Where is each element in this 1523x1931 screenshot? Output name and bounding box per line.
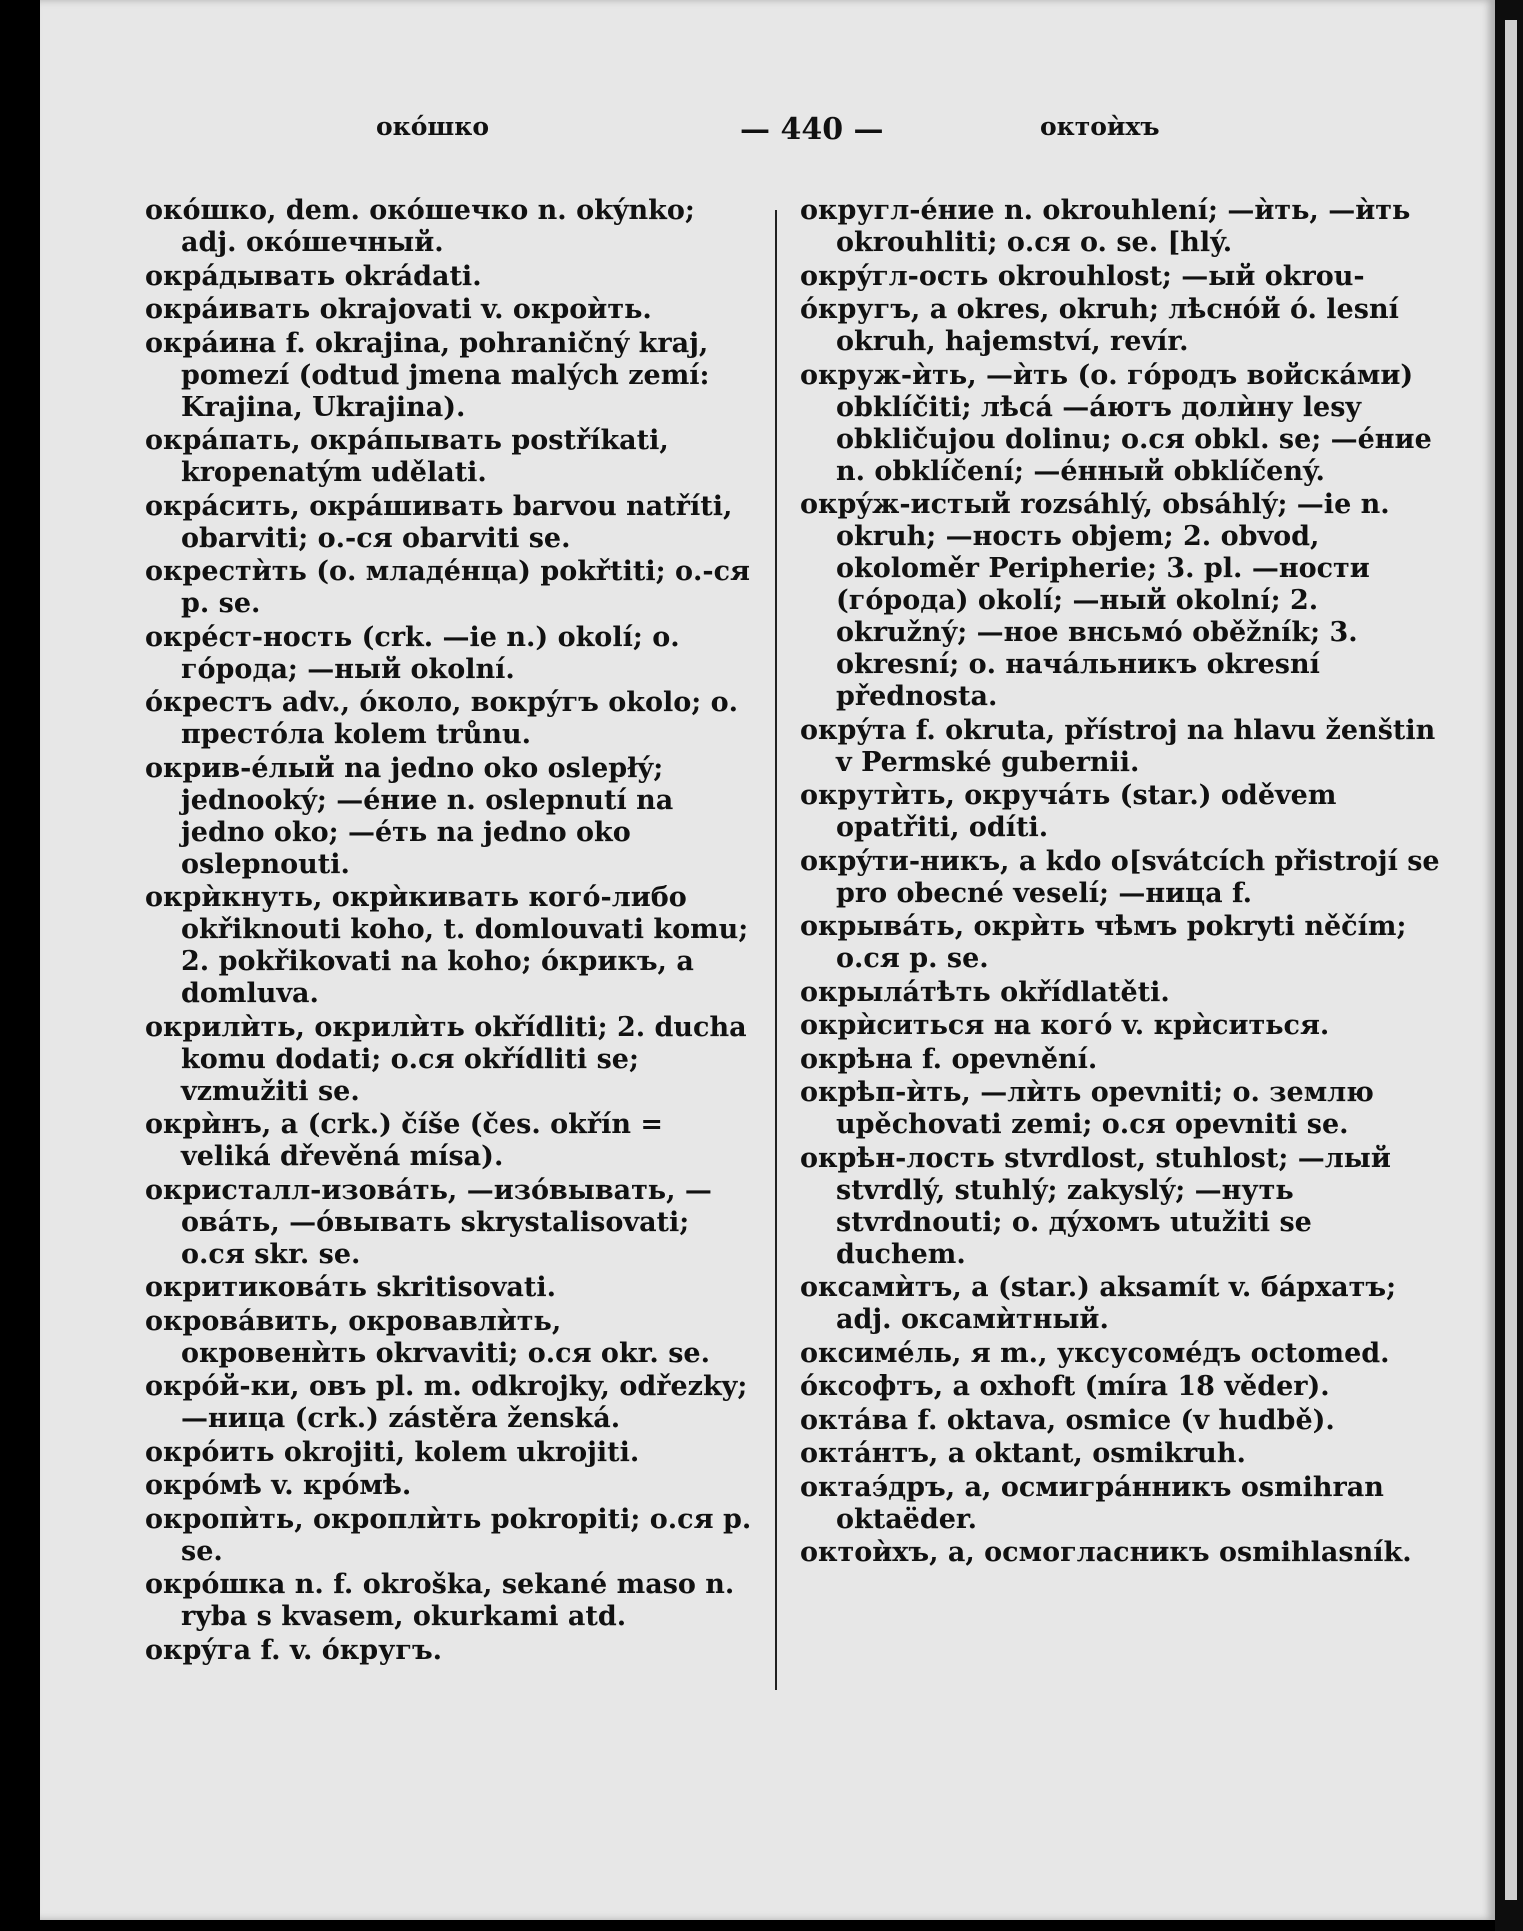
dictionary-entry: окрѣн-лость stvrdlost, stuhlost; —лый stvrdlý, stuhlý; zakyslý; —нуть stvrdnouti; о. дýхомъ utužiti se duchem.	[800, 1142, 1391, 1270]
dictionary-entry: окрýга f. v. óкругъ.	[145, 1634, 443, 1666]
dictionary-page	[40, 0, 1495, 1920]
dictionary-entry: окропѝть, окроплѝть pokropiti; о.ся p. se.	[145, 1503, 752, 1567]
page-header	[40, 112, 1495, 152]
dictionary-entry: октаэ́дръ, a, осмигрáнникъ osmihran oktaëder.	[800, 1471, 1384, 1535]
dictionary-entry: óкрестъ adv., óколо, вокрýгъ okolo; о. престóла kolem trůnu.	[145, 687, 739, 750]
dictionary-entry: окрóй-ки, овъ pl. m. odkrojky, odřezky; —ница (crk.) zástěra ženská.	[145, 1371, 748, 1434]
dictionary-entry: окрýгл-ость okrouhlost; —ый okrou-	[800, 260, 1365, 292]
header-left-guideword: окóшко	[376, 112, 490, 141]
left-column	[145, 195, 755, 1668]
dictionary-entry: окрылáтѣть okřídlatěti.	[800, 976, 1170, 1008]
dictionary-entry: окрóшка n. f. okroška, sekané maso n. ryba s kvasem, okurkami atd.	[145, 1569, 735, 1632]
dictionary-entry: óкругъ, a okres, okruh; лѣснóй ó. lesní okruh, hajemství, revír.	[800, 294, 1399, 357]
dictionary-entry: октáва f. oktava, osmice (v hudbě).	[800, 1404, 1335, 1436]
dictionary-entry: окрéст-ность (crk. —ie n.) okolí; о. гóрода; —ный okolní.	[145, 621, 680, 685]
dictionary-entry: окрáсить, окрáшивать barvou natříti, obarviti; о.-ся obarviti se.	[145, 490, 733, 554]
dictionary-entry: округл-éние n. okrouhlení; —ѝть, —ѝть okrouhliti; о.ся o. se. [hlý.	[800, 195, 1411, 258]
scan-border	[1495, 0, 1523, 1931]
dictionary-entry: окрáдывать okrádati.	[145, 260, 482, 292]
dictionary-entry: окрѣна f. opevnění.	[800, 1043, 1098, 1075]
dictionary-entry: окрывáть, окрѝть чѣмъ pokryti něčím; о.ся p. se.	[800, 911, 1407, 974]
dictionary-entry: окристалл-изовáть, —изóвывать, —овáть, —óвывать skrystalisovati; о.ся skr. se.	[145, 1174, 712, 1270]
dictionary-entry: окрóмѣ v. крóмѣ.	[145, 1470, 412, 1501]
dictionary-entry: окрѣп-ѝть, —лѝть opevniti; о. землю upěchovati zemi; о.ся opevniti se.	[800, 1077, 1374, 1140]
dictionary-entry: окрýти-никъ, a kdo o[svátcích přistrojí se pro obecné veselí; —ница f.	[800, 845, 1440, 909]
dictionary-entry: оксамѝтъ, a (star.) aksamít v. бáрхатъ; adj. оксамѝтный.	[800, 1272, 1397, 1335]
dictionary-entry: окровáвить, окровавлѝть, окровенѝть okrvaviti; о.ся okr. se.	[145, 1305, 710, 1369]
dictionary-entry: окрив-éлый na jedno oko oslepłý; jednooký; —éние n. oslepnutí na jedno oko; —éть na jedno oko oslepnouti.	[145, 752, 674, 880]
dictionary-entry: окрýж-истый rozsáhlý, obsáhlý; —ie n. okruh; —ность objem; 2. obvod, okoloměr Peripherie; 3. pl. —ности (гóрода) okolí; —ный okolní; 2. okružný; —ное внсьмó oběžník; 3. okresní; о. начáльникъ okresní přednosta.	[800, 489, 1390, 712]
header-right-guideword: октоѝхъ	[1040, 112, 1160, 141]
dictionary-entry: оксимéль, я m., уксусомéдъ octomed.	[800, 1337, 1390, 1369]
dictionary-entry: окрѝнъ, a (crk.) číše (čes. okřín = veliká dřevěná mísa).	[145, 1109, 664, 1172]
dictionary-entry: окрѝситься на когó v. крѝситься.	[800, 1010, 1330, 1041]
page-number: — 440 —	[740, 112, 884, 147]
dictionary-entry: окрѝкнуть, окрѝкивать когó-либо okřiknouti koho, t. domlouvati komu; 2. pokřikovati na koho; óкрикъ, a domluva.	[145, 882, 749, 1009]
dictionary-entry: октáнтъ, a oktant, osmikruh.	[800, 1438, 1246, 1469]
dictionary-entry: окóшко, dem. окóшечко n. okýnko; adj. окóшечный.	[145, 195, 695, 258]
dictionary-entry: окрóить okrojiti, kolem ukrojiti.	[145, 1436, 640, 1468]
dictionary-entry: окрилѝть, окрилѝть okřídliti; 2. ducha komu dodati; о.ся okřídliti se; vzmužiti se.	[145, 1011, 747, 1107]
dictionary-entry: окрýта f. okruta, přístroj na hlavu ženštin v Permské gubernii.	[800, 714, 1436, 778]
dictionary-entry: окруж-ѝть, —ѝть (о. гóродъ войскáми) obklíčiti; лѣсá —áютъ долѝну lesy obkličujou dolinu; о.ся obkl. se; —éние n. obklíčení; —éнный obklíčený.	[800, 359, 1432, 487]
dictionary-entry: окрестѝть (о. младéнца) pokřtiti; о.-ся p. se.	[145, 556, 750, 619]
dictionary-entry: окритиковáть skritisovati.	[145, 1272, 557, 1303]
dictionary-entry: окрáивать okrajovati v. окроѝть.	[145, 294, 652, 325]
column-divider	[775, 210, 777, 1690]
next-page-edge	[1505, 20, 1517, 1900]
dictionary-entry: окрáпать, окрáпывать postříkati, kropenatým udělati.	[145, 425, 669, 488]
dictionary-entry: óксофтъ, a oxhoft (míra 18 věder).	[800, 1371, 1330, 1402]
right-column	[800, 195, 1440, 1571]
dictionary-entry: окрутѝть, окручáть (star.) oděvem opatřiti, odíti.	[800, 780, 1337, 843]
dictionary-entry: октоѝхъ, a, осмогласникъ osmihlasník.	[800, 1537, 1412, 1568]
dictionary-entry: окрáина f. okrajina, pohraničný kraj, pomezí (odtud jmena malých zemí: Krajina, Ukrajina).	[145, 327, 710, 423]
